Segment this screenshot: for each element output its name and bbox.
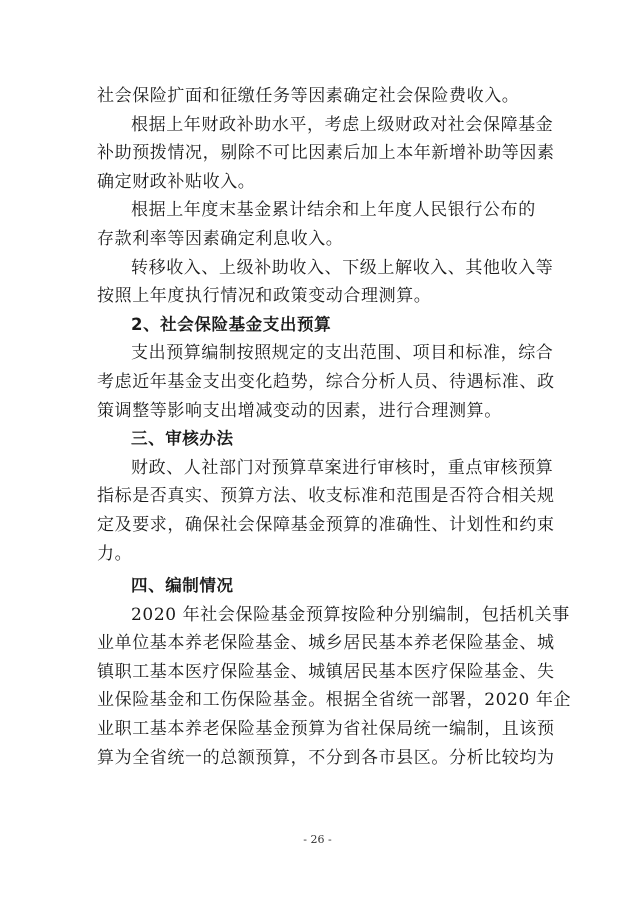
paragraph-line: 指标是否真实、预算方法、收支标准和范围是否符合相关规 <box>97 486 555 507</box>
paragraph-line: 业保险基金和工伤保险基金。根据全省统一部署，2020 年企 <box>97 690 572 711</box>
paragraph-line: 业职工基本养老保险基金预算为省社保局统一编制，且该预 <box>97 719 555 740</box>
paragraph-line: 2020 年社会保险基金预算按险种分别编制，包括机关事 <box>131 604 570 625</box>
paragraph-line: 策调整等影响支出增减变动的因素，进行合理测算。 <box>97 400 502 421</box>
paragraph-line: 按照上年度执行情况和政策变动合理测算。 <box>97 286 432 307</box>
paragraph-line: 存款利率等因素确定利息收入。 <box>97 228 344 249</box>
paragraph-line: 根据上年度末基金累计结余和上年度人民银行公布的 <box>131 200 536 221</box>
paragraph-line: 定及要求，确保社会保障基金预算的准确性、计划性和约束 <box>97 514 555 535</box>
paragraph-line: 考虑近年基金支出变化趋势，综合分析人员、待遇标准、政 <box>97 371 555 392</box>
paragraph-line: 业单位基本养老保险基金、城乡居民基本养老保险基金、城 <box>97 633 555 654</box>
body-text <box>97 82 572 772</box>
paragraph-line: 算为全省统一的总额预算，不分到各市县区。分析比较均为 <box>97 747 555 768</box>
section-heading: 四、编制情况 <box>131 576 234 596</box>
paragraph-line: 社会保险扩面和征缴任务等因素确定社会保险费收入。 <box>97 86 520 106</box>
paragraph-line: 转移收入、上级补助收入、下级上解收入、其他收入等 <box>131 257 554 278</box>
paragraph-line: 确定财政补贴收入。 <box>97 171 256 192</box>
paragraph-line: 支出预算编制按照规定的支出范围、项目和标准，综合 <box>131 343 554 364</box>
section-heading: 三、审核办法 <box>131 429 234 449</box>
paragraph-line: 力。 <box>97 543 133 564</box>
paragraph-line: 镇职工基本医疗保险基金、城镇居民基本医疗保险基金、失 <box>97 661 555 682</box>
paragraph-line: 根据上年财政补助水平，考虑上级财政对社会保障基金 <box>131 114 554 135</box>
paragraph-line: 补助预拨情况，剔除不可比因素后加上本年新增补助等因素 <box>97 143 555 164</box>
section-heading: 2、社会保险基金支出预算 <box>131 314 332 334</box>
page-number: - 26 - <box>303 833 332 846</box>
paragraph-line: 财政、人社部门对预算草案进行审核时，重点审核预算 <box>131 457 554 478</box>
